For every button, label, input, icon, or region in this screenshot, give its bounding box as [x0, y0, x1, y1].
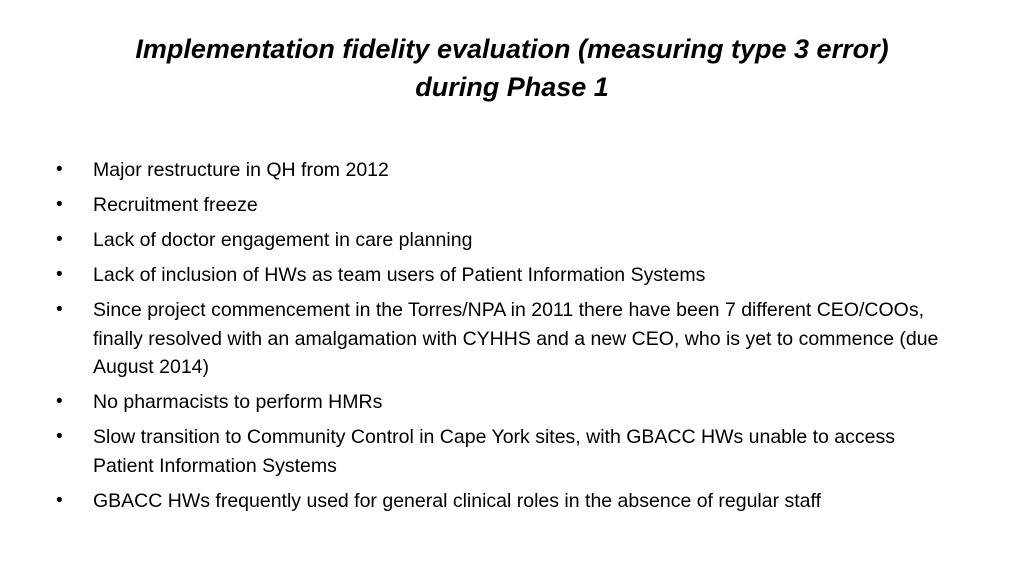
bullet-text: GBACC HWs frequently used for general clinical roles in the absence of regular staff [93, 489, 821, 512]
bullet-item [56, 487, 956, 516]
bullet-icon: • [56, 194, 63, 215]
slide-title-line-2: during Phase 1 [415, 72, 609, 102]
bullet-text: Lack of inclusion of HWs as team users of Patient Information Systems [93, 264, 706, 286]
bullet-icon: • [56, 299, 63, 320]
bullet-text: Recruitment freeze [93, 194, 258, 216]
bullet-text: No pharmacists to perform HMRs [93, 391, 383, 413]
bullet-text: Major restructure in QH from 2012 [93, 159, 389, 181]
bullet-list [56, 156, 956, 522]
bullet-item [56, 423, 956, 480]
bullet-text: Lack of doctor engagement in care planning [93, 229, 473, 251]
bullet-item [56, 261, 956, 290]
bullet-icon: • [56, 159, 63, 180]
bullet-item [56, 388, 956, 417]
bullet-item [56, 296, 956, 382]
bullet-text: Since project commencement in the Torres/NPA in 2011 there have been 7 different CEO/COOs, finally resolved with an amalgamation with CYHHS and a new CEO, who is yet to commence (due August 2014) [93, 299, 939, 378]
bullet-icon: • [56, 489, 63, 511]
slide-title [60, 30, 964, 106]
bullet-icon: • [56, 264, 63, 285]
slide-title-line-1: Implementation fidelity evaluation (measuring type 3 error) [135, 34, 889, 64]
bullet-text: Slow transition to Community Control in Cape York sites, with GBACC HWs unable to access Patient Information Systems [93, 426, 895, 477]
bullet-icon: • [56, 426, 63, 447]
bullet-icon: • [56, 229, 63, 250]
bullet-item [56, 191, 956, 220]
bullet-icon: • [56, 391, 63, 412]
bullet-item [56, 226, 956, 255]
bullet-item [56, 156, 956, 185]
